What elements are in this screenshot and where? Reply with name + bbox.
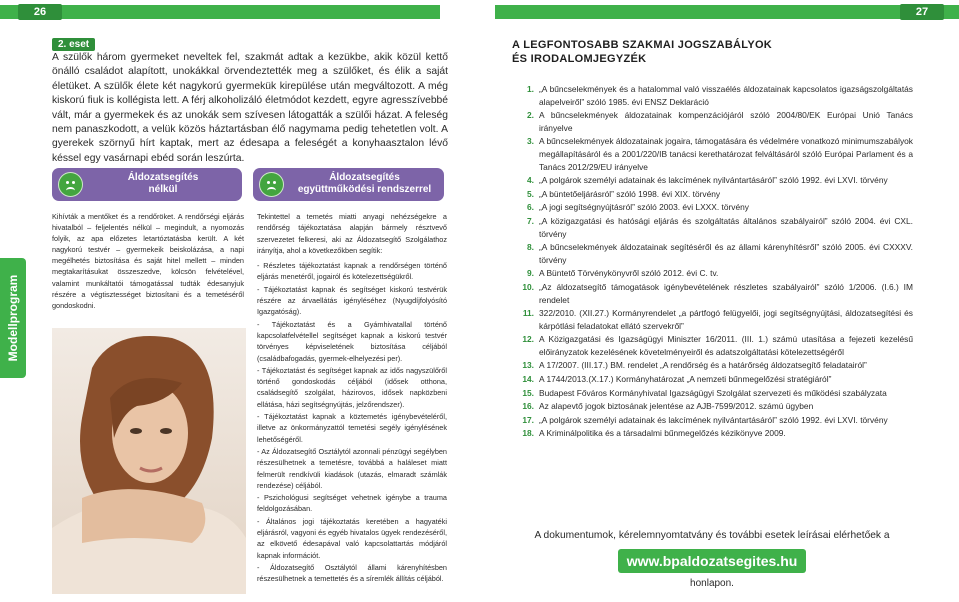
list-item: [508, 414, 913, 427]
badge-label: [90, 172, 236, 196]
badge-line2: együttműködési rendszerrel: [297, 184, 432, 195]
list-item: [508, 387, 913, 400]
badge-line1: Áldozatsegítés: [127, 172, 199, 183]
item-text: „A polgárok személyi adatainak és lakcímének nyilvántartásáról” szóló 1992. évi LXVI. törvény: [539, 175, 888, 186]
badge-line2: nélkül: [148, 184, 178, 195]
item-number: 7.: [527, 215, 534, 226]
website-link[interactable]: www.bpaldozatsegites.hu: [618, 549, 806, 573]
case-description: A szülők három gyermeket neveltek fel, szakmát adtak a kezükbe, akik közül kettő önálló családot alapított, unokákkal örvendeztették meg a szülőket, és élik a saját életüket. A szülők élete két nagykorú gyermekük kirepülése után megváltozott. A még kiskorú fiuk is kollégista lett. A férj alkoholizáló életmódot kezdett, egyre agresszívebbé vált, már a gyermekek és az unokák sem szívesen látogatták a szülői házat. A feleség nem panaszkodott, a velük közös háztartásban élő nagymama pedig tehetetlen volt. A gyerekek szörnyű hírt kaptak, mert az édesapa a feleségét a konyhaasztalon lévő késsel egy vasárnapi ebéd során leszúrta.: [52, 52, 448, 164]
badge-with-victim-support: [253, 168, 444, 201]
list-item: - Tájékoztatást és a Gyámhivatallal történő kapcsolatfelvétellel segítséget kapnak a kiskorú testvér törvényes képviseletének biztosítása céljából (családbafogadás, gyermek-elhelyezési per).: [257, 319, 447, 363]
item-number: 3.: [527, 136, 534, 147]
support-list: [257, 260, 447, 584]
item-number: 4.: [527, 175, 534, 186]
woman-photo: [52, 328, 246, 594]
page-number-left: 26: [18, 4, 62, 20]
list-item: [508, 267, 913, 280]
item-text: „A büntetőeljárásról” szóló 1998. évi XIX. törvény: [539, 188, 721, 199]
list-item: - Általános jogi tájékoztatás keretében a hagyatéki eljárásról, vagyoni és egyéb hivatalos ügyek rendezéséről, az elkövető édesapával való kapcsolattartás módjáról kapnak információt.: [257, 516, 447, 560]
heading-line2: ÉS IRODALOMJEGYZÉK: [512, 53, 647, 65]
side-tab-label: Modellprogram: [6, 274, 20, 362]
list-item: - Tájékoztatást kapnak és segítséget kiskorú testvérük részére az árvaellátás igényléséhez (Nyugdíjfolyósító Igazgatóság).: [257, 284, 447, 317]
list-item: [508, 174, 913, 187]
item-number: 17.: [522, 414, 534, 425]
item-number: 12.: [522, 334, 534, 345]
item-text: „Az áldozatsegítő támogatások igénybevételének részletes szabályairól” szóló 1/2006. (I.6.) IM rendelet: [539, 281, 913, 305]
top-bar-right: [495, 5, 959, 19]
item-text: „A közigazgatási és hatósági eljárás és szolgáltatás általános szabályairól” szóló 2004. évi CXL. törvény: [539, 215, 913, 239]
case-tag: 2. eset: [52, 38, 95, 51]
item-number: 18.: [522, 428, 534, 439]
list-item: [508, 400, 913, 413]
item-text: A Közigazgatási és Igazságügyi Miniszter 16/2011. (III. 1.) számú utasítása a fejezeti kezelésű előirányzatok kezelésének követelményeiről és adatszolgáltatási kötelezettségéről: [539, 334, 913, 357]
item-number: 9.: [527, 268, 534, 279]
footer-suffix: honlapon.: [690, 578, 734, 589]
item-text: „A polgárok személyi adatainak és lakcímének nyilvántartásáról” szóló 1992. évi LXVI. törvény: [539, 414, 888, 425]
list-item: [508, 83, 913, 108]
footer-text: A dokumentumok, kérelemnyomtatvány és további esetek leírásai elérhetőek a: [534, 530, 890, 541]
list-item: - Áldozatsegítő Osztálytól állami kárenyhítésben részesülhetnek a temettetés és a síremlék állítás céljából.: [257, 562, 447, 584]
column-with-support: [257, 211, 447, 586]
list-item: [508, 215, 913, 240]
item-number: 6.: [527, 202, 534, 213]
item-text: A bűncselekmények áldozatainak jogaira, támogatására és védelmére vonatkozó minimumszabályok megállapításáról és a 2001/220/IB tanácsi kerethatározat felváltásáról szóló Európai Parlament és a Tanács 2012/29/EU irányelve: [539, 136, 913, 172]
item-number: 11.: [522, 308, 534, 319]
item-text: „A bűncselekmények áldozatainak segítéséről és az állami kárenyhítésről” szóló 2005. évi CXXXV. törvény: [539, 242, 913, 265]
badge-line1: Áldozatsegítés: [329, 172, 400, 183]
page-number-right: 27: [900, 4, 944, 20]
item-number: 1.: [527, 84, 534, 94]
list-item: [508, 307, 913, 332]
top-bar-left: [0, 5, 440, 19]
item-number: 15.: [522, 387, 534, 398]
badge-without-victim-support: [52, 168, 242, 201]
list-item: [508, 241, 913, 266]
item-text: A 1744/2013.(X.17.) Kormányhatározat „A nemzeti bűnmegelőzési stratégiáról”: [539, 374, 832, 385]
item-number: 14.: [522, 374, 534, 385]
item-number: 8.: [527, 242, 534, 253]
references-list: [508, 83, 913, 441]
list-item: - Részletes tájékoztatást kapnak a rendőrségen történő eljárás menetéről, jogairól és kötelezettségükről.: [257, 261, 447, 282]
list-item: [508, 373, 913, 386]
list-item: [508, 333, 913, 358]
list-item: - Az Áldozatsegítő Osztálytól azonnali pénzügyi segélyben részesülhetnek a temetésre, továbbá a haláleset miatt felmerült rendkívüli kiadások (utazás, elmaradt számlák rendezése) céljából.: [257, 446, 447, 490]
list-item: [508, 201, 913, 214]
item-number: 5.: [527, 188, 534, 199]
badge-label: [291, 172, 438, 196]
sad-face-icon: [58, 172, 83, 197]
sad-face-icon: [259, 172, 284, 197]
list-item: - Tájékoztatást kapnak a köztemetés igénybevételéről, illetve az önkormányzattól temetési segély igénylésének lehetőségéről.: [257, 412, 447, 444]
list-item: [508, 427, 913, 440]
item-text: Budapest Főváros Kormányhivatal Igazságügyi Szolgálat szervezeti és működési szabályzata: [539, 387, 887, 398]
list-item: [508, 109, 913, 134]
list-item: [508, 281, 913, 306]
item-text: 322/2010. (XII.27.) Kormányrendelet „a pártfogó felügyelői, jogi segítségnyújtási, áldozatsegítési és kárpótlási feladatokat ellátó szervekről”: [539, 308, 913, 331]
list-item: - Tájékoztatást és segítséget kapnak az idős nagyszülőről történő gondoskodás céljából (idősek otthona, családsegítő szolgálat, házirovos, idősek napközbeni ellátása, házi segítségnyújtás, jelzőrendszer).: [257, 365, 447, 409]
item-text: A Kriminálpolitika és a társadalmi bűnmegelőzés kézikönyve 2009.: [539, 428, 786, 439]
references-heading: [512, 38, 832, 66]
item-text: A Büntető Törvénykönyvről szóló 2012. évi C. tv.: [539, 268, 719, 279]
item-text: A bűncselekmények áldozatainak kompenzációjáról szóló 2004/80/EK Európai Unió Tanács irányelve: [539, 110, 913, 133]
item-text: „A bűncselekmények és a hatalommal való visszaélés áldozatainak kapcsolatos igazságszolgáltatás alapelveiről” szóló 1985. évi ENSZ Deklaráció: [539, 84, 913, 107]
woman-illustration: [52, 328, 246, 594]
item-number: 13.: [522, 360, 534, 371]
list-item: [508, 188, 913, 201]
item-text: A 17/2007. (III.17.) BM. rendelet „A rendőrség és a határőrség áldozatsegítő feladatairól”: [539, 360, 867, 371]
item-text: Az alapevtő jogok biztosának jelentése az AJB-7599/2012. számú ügyben: [539, 401, 814, 412]
column-intro: Tekintettel a temetés miatti anyagi nehézségekre a rendőrség tájékoztatása alapján bármely résztvevő szervezetet felkeresi, aki az Áldozatsegítő Szolgálathoz irányítja, ahol a következőkben segítik:: [257, 212, 447, 255]
item-number: 16.: [522, 401, 534, 412]
list-item: - Pszichológusi segítséget vehetnek igénybe a trauma feldolgozásában.: [257, 493, 447, 514]
heading-line1: A LEGFONTOSABB SZAKMAI JOGSZABÁLYOK: [512, 39, 773, 51]
item-number: 10.: [522, 281, 534, 292]
list-item: [508, 359, 913, 372]
list-item: [508, 135, 913, 173]
item-text: „A jogi segítségnyújtásról” szóló 2003. évi LXXX. törvény: [539, 202, 749, 213]
column-without-support: Kihívták a mentőket és a rendőröket. A rendőrségi eljárás hivatalból – feljelentés nélkül – megindult, a nyomozás folyik, az apa előzetes letartóztatásba került. A két nagykorú testvér – gyermekeik beiskolázása, a napi megélhetés biztosítása és saját hitel mellett – minden megtakarításukat összeszedve, kölcsön felvételével, valamint munkáltatói támogatással tudták édesanyjuk részére a végtisztességet biztosítani és a temetéséről gondoskodni.: [52, 212, 244, 310]
section-side-tab: [0, 258, 26, 378]
item-number: 2.: [527, 110, 534, 121]
